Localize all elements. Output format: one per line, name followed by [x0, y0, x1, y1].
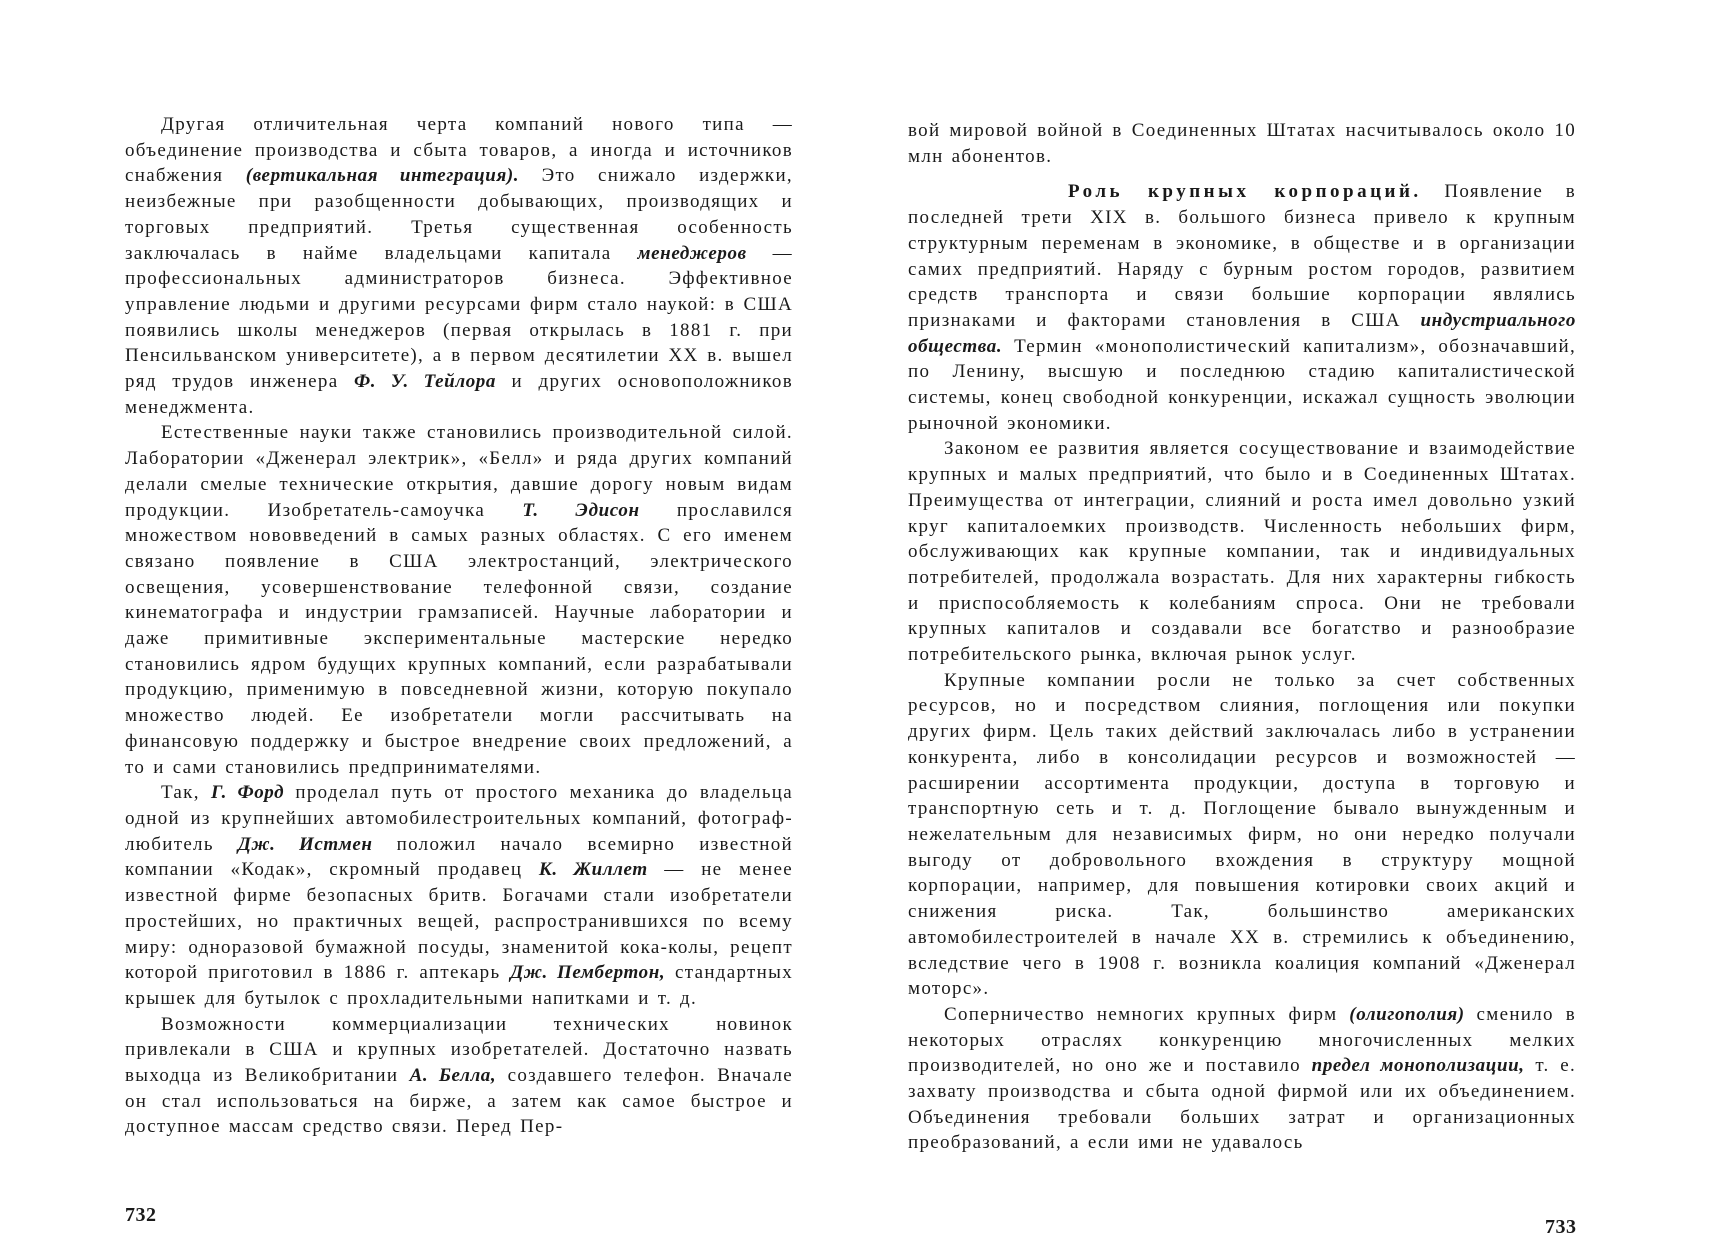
emphasis-name: Т. Эдисон: [522, 499, 640, 521]
paragraph-continuation: [908, 118, 1576, 169]
text-run: Соперничество немногих крупных фирм: [944, 1003, 1350, 1025]
left-page-text: [125, 112, 793, 1140]
text-run: стандартных крышек для бутылок с прохладительными напитками и т. д.: [125, 962, 793, 1009]
paragraph: [908, 1002, 1576, 1156]
text-run: т. е. захвату производства и сбыта одной фирмой или их объединением. Объединения требовали больших затрат и организационных преобразований, а если ими не удавалось: [908, 1055, 1576, 1154]
text-run: Появление в последней трети XIX в. большого бизнеса привело к крупным структурным переменам в экономике, в обществе и в организации самих предприятий. Наряду с бурным ростом городов, развитием средств транспорта и связи большие корпорации являлись признаками и факторами становления в США: [908, 181, 1576, 331]
text-run: — профессиональных администраторов бизнеса. Эффективное управление людьми и другими ресурсами фирм стало наукой: в США появились школы менеджеров (первая открылась в 1881 г. при Пенсильванском университете), а в первом десятилетии XX в. вышел ряд трудов инженера: [125, 242, 793, 393]
text-run: Естественные науки также становились производительной силой. Лаборатории «Дженерал электрик», «Белл» и ряда других компаний делали смелые технические открытия, давшие дорогу новым видам продукции. Изобретатель-самоучка: [125, 422, 793, 521]
page-number-right: 733: [1545, 1216, 1577, 1238]
text-run: и других основоположников менеджмента.: [125, 371, 794, 418]
text-run: Крупные компании росли не только за счет собственных ресурсов, но и посредством слияния, поглощения или покупки других фирм. Цель таких действий заключалась либо в устранении конкурента, либо в консолидации ресурсов и возможностей — расширении ассортимента продукции, доступа в торговую и транспортную сеть и т. д. Поглощение бывало вынужденным и нежелательным для независимых фирм, но они нередко получали выгоду от добровольного вхождения в структуру мощной корпорации, например, для повышения котировки своих акций и снижения риска. Так, большинство американских автомобилестроителей в начале XX в. стремились к объединению, вследствие чего в 1908 г. возникла коалиция компаний «Дженерал моторс».: [908, 669, 1576, 1000]
emphasis-name: К. Жиллет: [538, 859, 648, 881]
paragraph: [125, 112, 793, 420]
text-run: сменило в некоторых отраслях конкуренцию многочисленных мелких производителей, но оно же и поставило: [908, 1003, 1576, 1077]
section-paragraph: [908, 179, 1576, 436]
text-run: Так,: [161, 782, 211, 804]
text-run: Законом ее развития является сосуществование и взаимодействие крупных и малых предприятий, что было и в Соединенных Штатах. Преимущества от интеграции, слияний и роста имел довольно узкий круг капиталоемких производств. Численность небольших фирм, обслуживающих как крупные компании, так и индивидуальных потребителей, продолжала возрастать. Для них характерны гибкость и приспособляемость к колебаниям спроса. Они не требовали крупных капиталов и создавали все богатство и разнообразие потребительского рынка, включая рынок услуг.: [908, 438, 1576, 666]
emphasis-name: Г. Форд: [210, 782, 285, 804]
emphasis-term: предел монополизации,: [1311, 1055, 1525, 1077]
emphasis-term: (олигополия): [1349, 1003, 1465, 1025]
paragraph: [125, 420, 793, 780]
page-number-left: 732: [125, 1204, 157, 1226]
text-run: проделал путь от простого механика до владельца одной из крупнейших автомобилестроительных компаний, фотограф-любитель: [125, 782, 794, 855]
section-heading: Роль крупных корпораций.: [1068, 181, 1422, 203]
emphasis-name: Дж. Пембертон,: [510, 962, 666, 984]
text-run: Это снижало издержки, неизбежные при разобщенности добывающих, производящих и торговых предприятий. Третья существенная особенность заключалась в найме владельцами капитала: [125, 165, 793, 264]
emphasis-term: (вертикальная интеграция).: [245, 165, 520, 187]
emphasis-term: менеджеров: [637, 242, 747, 264]
emphasis-name: Ф. У. Тейлора: [353, 371, 496, 393]
text-run: прославился множеством нововведений в самых разных областях. С его именем связано появление в США электростанций, электрического освещения, усовершенствование телефонной связи, создание кинематографа и индустрии грамзаписей. Научные лаборатории и даже примитивные экспериментальные мастерские нередко становились ядром будущих крупных компаний, если разрабатывали продукцию, применимую в повседневной жизни, которую покупало множество людей. Ее изобретатели могли рассчитывать на финансовую поддержку и быстрое внедрение своих предложений, а то и сами становились предпринимателями.: [125, 499, 793, 778]
text-run: Термин «монополистический капитализм», обозначавший, по Ленину, высшую и последнюю стадию капиталистической системы, конец свободной конкуренции, искажал сущность эволюции рыночной экономики.: [908, 335, 1576, 434]
text-run: положил начало всемирно известной компании «Кодак», скромный продавец: [125, 833, 793, 881]
paragraph: [125, 780, 793, 1011]
text-run: Другая отличительная черта компаний нового типа — объединение производства и сбыта товаров, а иногда и источников снабжения: [125, 114, 793, 187]
paragraph: [908, 436, 1576, 667]
emphasis-name: Дж. Истмен: [237, 833, 373, 855]
emphasis-name: А. Белла,: [409, 1065, 497, 1087]
right-page-text: [908, 118, 1576, 1156]
text-run: Возможности коммерциализации технических новинок привлекали в США и крупных изобретателей. Достаточно назвать выходца из Великобритании: [125, 1013, 793, 1087]
emphasis-term: индустриального общества.: [908, 309, 1576, 357]
paragraph: [908, 668, 1576, 1002]
text-run: — не менее известной фирме безопасных бритв. Богачами стали изобретатели простейших, но практичных вещей, распространившихся по всему миру: одноразовой бумажной посуды, знаменитой кока-колы, рецепт которой приготовил в 1886 г. аптекарь: [125, 859, 793, 984]
text-run: создавшего телефон. Вначале он стал использоваться на бирже, а затем как самое быстрое и доступное массам средство связи. Перед Пер-: [125, 1065, 793, 1138]
paragraph: [125, 1012, 793, 1141]
text-run: вой мировой войной в Соединенных Штатах насчитывалось около 10 млн абонентов.: [908, 120, 1576, 167]
